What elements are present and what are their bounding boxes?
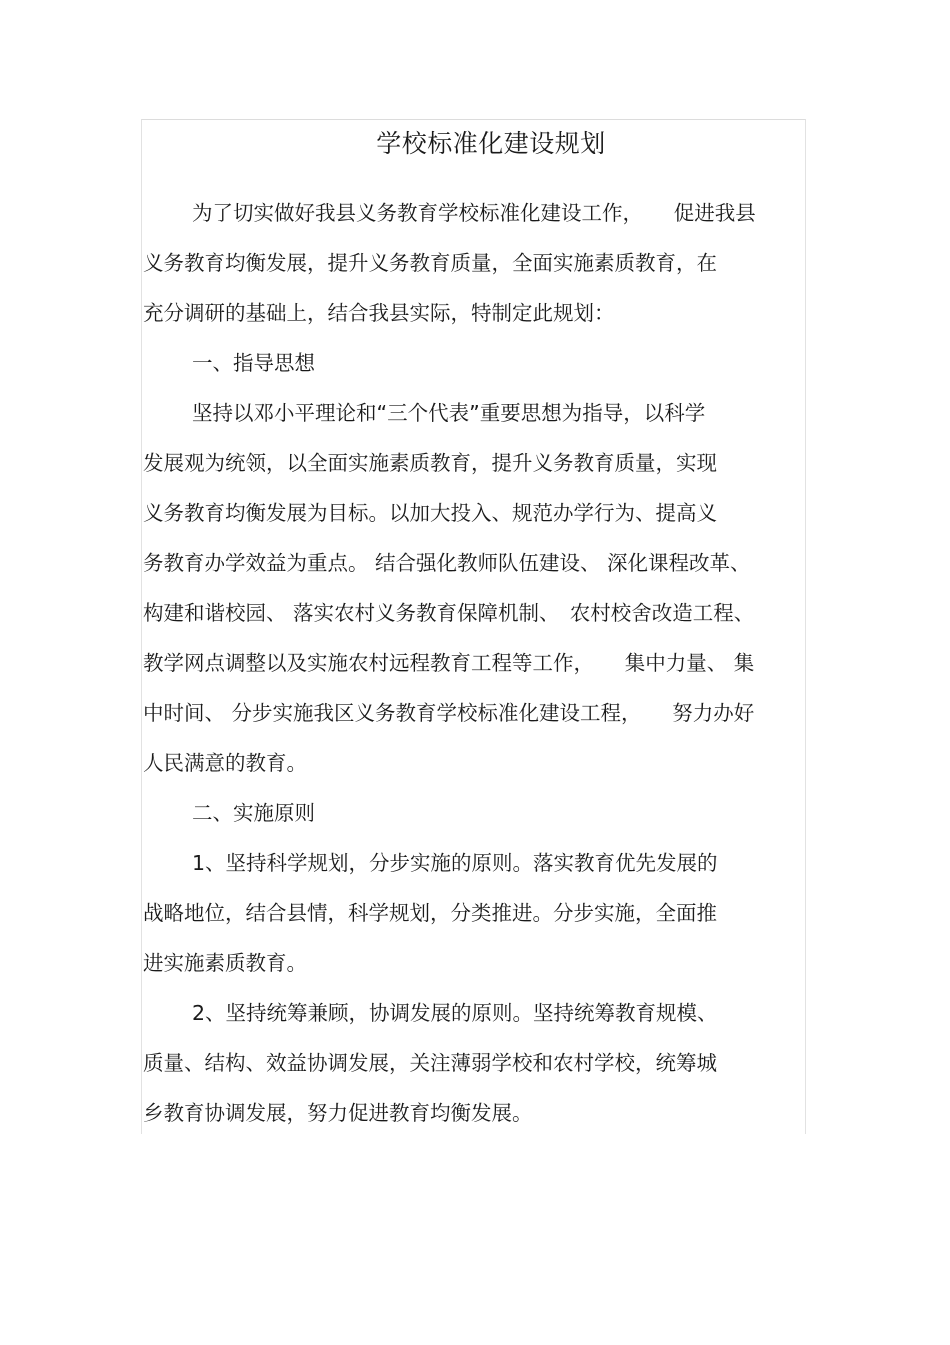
paragraph-line: 战略地位，结合县情，科学规划，分类推进。分步实施，全面推 — [143, 901, 717, 925]
paragraph-line: 进实施素质教育。 — [143, 951, 307, 975]
paragraph-line: 发展观为统领，以全面实施素质教育，提升义务教育质量，实现 — [143, 451, 717, 475]
paragraph-line: 乡教育协调发展，努力促进教育均衡发展。 — [143, 1101, 533, 1125]
paragraph-line: 教学网点调整以及实施农村远程教育工程等工作， 集中力量、 集 — [143, 651, 755, 675]
paragraph-line: 义务教育均衡发展为目标。以加大投入、规范办学行为、提高义 — [143, 501, 717, 525]
paragraph-line: 2、坚持统筹兼顾，协调发展的原则。坚持统筹教育规模、 — [192, 1001, 718, 1025]
document-title: 学校标准化建设规划 — [376, 129, 606, 158]
paragraph-line: 质量、结构、效益协调发展，关注薄弱学校和农村学校，统筹城 — [143, 1051, 717, 1075]
paragraph-line: 坚持以邓小平理论和“三个代表”重要思想为指导，以科学 — [192, 401, 706, 425]
paragraph-line: 义务教育均衡发展，提升义务教育质量，全面实施素质教育，在 — [143, 251, 717, 275]
paragraph-line: 构建和谐校园、 落实农村义务教育保障机制、 农村校舍改造工程、 — [143, 601, 755, 625]
paragraph-line: 1、坚持科学规划，分步实施的原则。落实教育优先发展的 — [192, 851, 718, 875]
paragraph-line: 中时间、 分步实施我区义务教育学校标准化建设工程， 努力办好 — [143, 701, 755, 725]
section-heading: 一、指导思想 — [192, 351, 315, 375]
paragraph-line: 为了切实做好我县义务教育学校标准化建设工作， 促进我县 — [192, 201, 756, 225]
paragraph-line: 务教育办学效益为重点。 结合强化教师队伍建设、 深化课程改革、 — [143, 551, 751, 575]
paragraph-line: 人民满意的教育。 — [143, 751, 307, 775]
paragraph-line: 充分调研的基础上，结合我县实际，特制定此规划： — [143, 301, 615, 325]
section-heading: 二、实施原则 — [192, 801, 315, 825]
